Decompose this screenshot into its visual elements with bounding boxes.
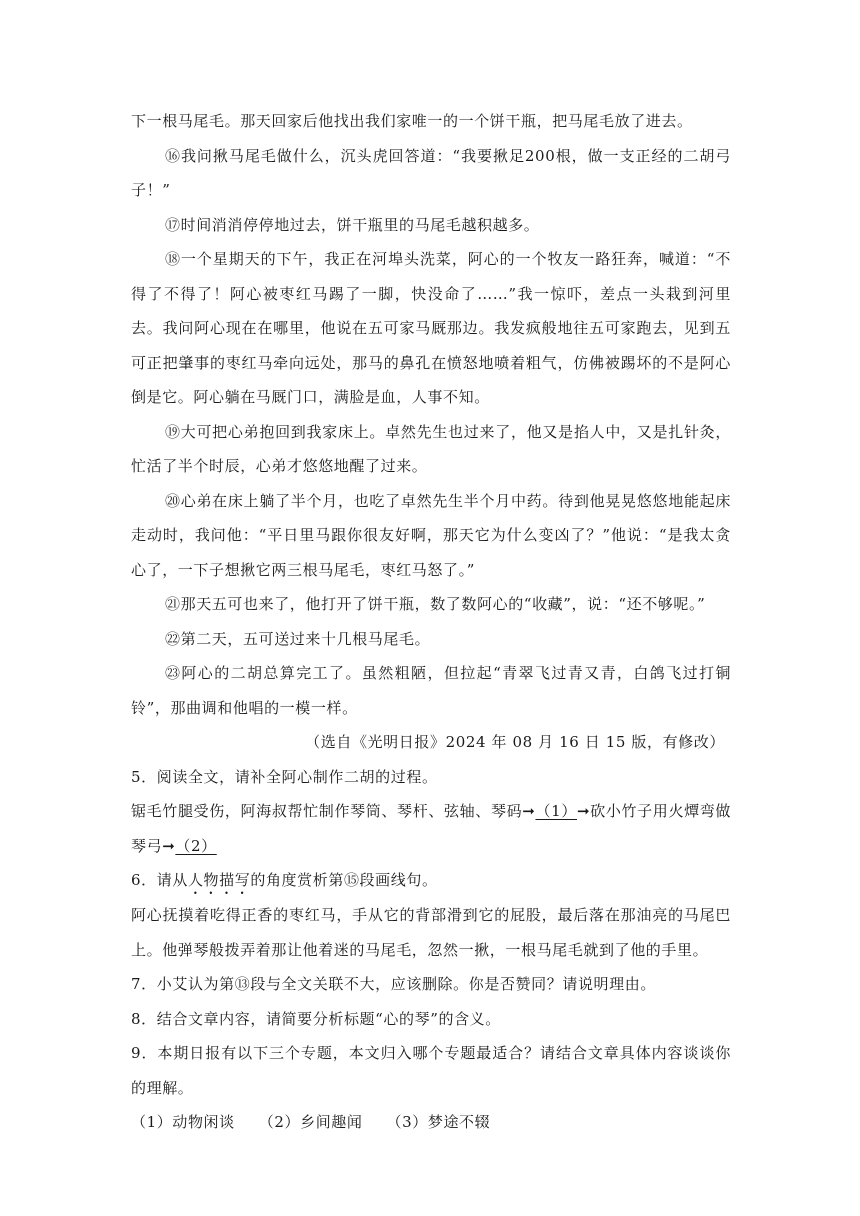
- question-9: 9．本期日报有以下三个专题，本文归入哪个专题最适合？请结合文章具体内容谈谈你的理解。: [131, 1044, 731, 1097]
- question-5-chain: [131, 794, 731, 863]
- option-3: （3）梦途不辍: [386, 1113, 491, 1131]
- paragraph-23: ㉓阿心的二胡总算完工了。虽然粗陋，但拉起“青翠飞过青又青，白鸽飞过打铜铃”，那曲调和他唱的一模一样。: [131, 664, 731, 717]
- chain-text-a: 锯毛竹腿受伤，阿海叔帮忙制作琴筒、琴杆、弦轴、琴码➞: [131, 802, 536, 820]
- q6-suffix: 的角度赏析第⑮段画线句。: [250, 871, 438, 889]
- paragraph-21: ㉑那天五可也来了，他打开了饼干瓶，数了数阿心的“收藏”，说：“还不够呢。”: [165, 595, 706, 613]
- option-2: （2）乡间趣闻: [258, 1113, 363, 1131]
- question-5-title: 5．阅读全文，请补全阿心制作二胡的过程。: [131, 767, 438, 786]
- question-6-title: [131, 863, 731, 898]
- chain-text-b: ➞砍小竹子用火燂弯做琴弓➞: [131, 802, 732, 855]
- q6-prefix: 6．请从: [131, 871, 188, 889]
- question-7: 7．小艾认为第⑬段与全文关联不大，应该删除。你是否赞同？请说明理由。: [131, 975, 656, 993]
- question-9-options: [131, 1105, 731, 1140]
- source-citation: （选自《光明日报》2024 年 08 月 16 日 15 版，有修改）: [305, 733, 725, 751]
- paragraph-17: ⑰时间消消停停地过去，饼干瓶里的马尾毛越积越多。: [165, 215, 540, 234]
- question-8: 8．结合文章内容，请简要分析标题“心的琴”的含义。: [131, 1009, 501, 1028]
- document-page: [131, 104, 731, 1140]
- paragraph-19: ⑲大可把心弟抱回到我家床上。卓然先生也过来了，他又是掐人中，又是扎针灸，忙活了半个时辰，心弟才悠悠地醒了过来。: [131, 422, 731, 475]
- question-6-quote: 阿心抚摸着吃得正香的枣红马，手从它的背部滑到它的屁股，最后落在那油亮的马尾巴上。他弹琴般拨弄着那让他着迷的马尾毛，忽然一揪，一根马尾毛就到了他的手里。: [131, 906, 731, 959]
- paragraph-20: ⑳心弟在床上躺了半个月，也吃了卓然先生半个月中药。待到他晃晃悠悠地能起床走动时，我问他：“平日里马跟你很友好啊，那天它为什么变凶了？”他说：“是我太贪心了，一下子想揪它两三根马尾毛，枣红马怒了。”: [131, 491, 731, 579]
- paragraph-18: ⑱一个星期天的下午，我正在河埠头洗菜，阿心的一个牧友一路狂奔，喊道：“不得了不得了！阿心被枣红马踢了一脚，快没命了……”我一惊吓，差点一头栽到河里去。我问阿心现在在哪里，他说在五可家马厩那边。我发疯般地往五可家跑去，见到五可正把肇事的枣红马牵向远处，那马的鼻孔在愤怒地喷着粗气，仿佛被踢坏的不是阿心倒是它。阿心躺在马厩门口，满脸是血，人事不知。: [131, 250, 731, 406]
- q6-emphasis: 人物描写: [187, 871, 251, 889]
- option-1: （1）动物闲谈: [131, 1113, 235, 1131]
- paragraph-continued: 下一根马尾毛。那天回家后他找出我们家唯一的一个饼干瓶，把马尾毛放了进去。: [131, 112, 693, 130]
- answer-blank-1: （1）: [535, 802, 577, 820]
- paragraph-22: ㉒第二天，五可送过来十几根马尾毛。: [165, 629, 431, 648]
- answer-blank-2: （2）: [175, 836, 217, 855]
- paragraph-16: ⑯我问揪马尾毛做什么，沉头虎回答道：“我要揪足200根，做一支正经的二胡弓子！”: [131, 146, 731, 199]
